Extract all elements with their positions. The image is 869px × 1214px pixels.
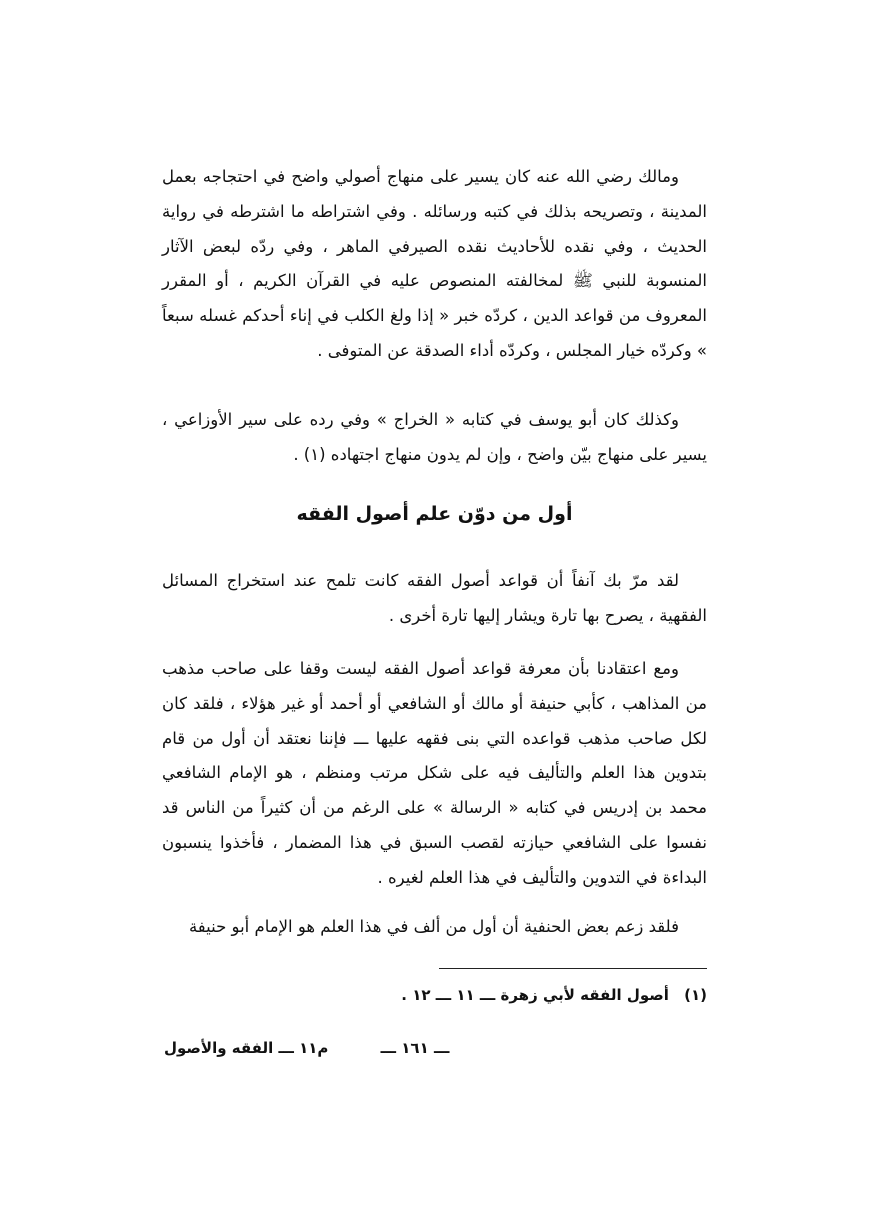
paragraph-text: لقد مرّ بك آنفاً أن قواعد أصول الفقه كانت تلمح عند استخراج المسائل الفقهية ، يصرح بها تارة ويشار إليها تارة أخرى . [162,571,707,625]
paragraph-text: ومالك رضي الله عنه كان يسير على منهاج أصولي واضح في احتجاجه بعمل المدينة ، وتصريحه بذلك في كتبه ورسائله . وفي اشتراطه ما اشترطه في رواية الحديث ، وفي نقده للأحاديث نقده الصيرفي الماهر ، وفي ردّه لبعض الآثار المنسوبة للنبي ﷺ لمخالفته المنصوص عليه في القرآن الكريم ، أو المقرر المعروف من قواعد الدين ، كردّه خبر « إذا ولغ الكلب في إناء أحدكم غسله سبعاً » وكردّه خيار المجلس ، وكردّه أداء الصدقة عن المتوفى . [162,167,707,360]
paragraph-intro [162,564,707,634]
book-signature: م١١ ـــ الفقه والأصول [164,1039,329,1057]
paragraph-hanafi [162,910,707,945]
paragraph-text: وكذلك كان أبو يوسف في كتابه « الخراج » وفي رده على سير الأوزاعي ، يسير على منهاج بيّن واضح ، وإن لم يدون منهاج اجتهاده (١) . [162,410,707,464]
section-heading: أول من دوّن علم أصول الفقه [296,503,573,525]
footnote [162,986,707,1004]
footnote-marker: (١) [684,986,707,1004]
paragraph-text: فلقد زعم بعض الحنفية أن أول من ألف في هذا العلم هو الإمام أبو حنيفة [188,917,679,936]
footnote-text: أصول الفقه لأبي زهرة ـــ ١١ ـــ ١٢ . [401,986,669,1004]
paragraph-abu-yusuf [162,403,707,473]
footnote-divider [439,968,707,969]
page-number: ـــ ١٦١ ـــ [380,1039,450,1057]
paragraph-text: ومع اعتقادنا بأن معرفة قواعد أصول الفقه ليست وقفا على صاحب مذهب من المذاهب ، كأبي حنيفة أو مالك أو الشافعي أو أحمد أو غير هؤلاء ، فلقد كان لكل صاحب مذهب قواعده التي بنى فقهه عليها ـــ فإننا نعتقد أن أول من قام بتدوين هذا العلم والتأليف فيه على شكل مرتب ومنظم ، هو الإمام الشافعي محمد بن إدريس في كتابه « الرسالة » على الرغم من أن كثيراً من الناس قد نفسوا على الشافعي حيازته لقصب السبق في هذا المضمار ، فأخذوا ينسبون البداءة في التدوين والتأليف في هذا العلم لغيره . [162,659,707,887]
paragraph-shafii [162,652,707,896]
paragraph-malik [162,160,707,369]
